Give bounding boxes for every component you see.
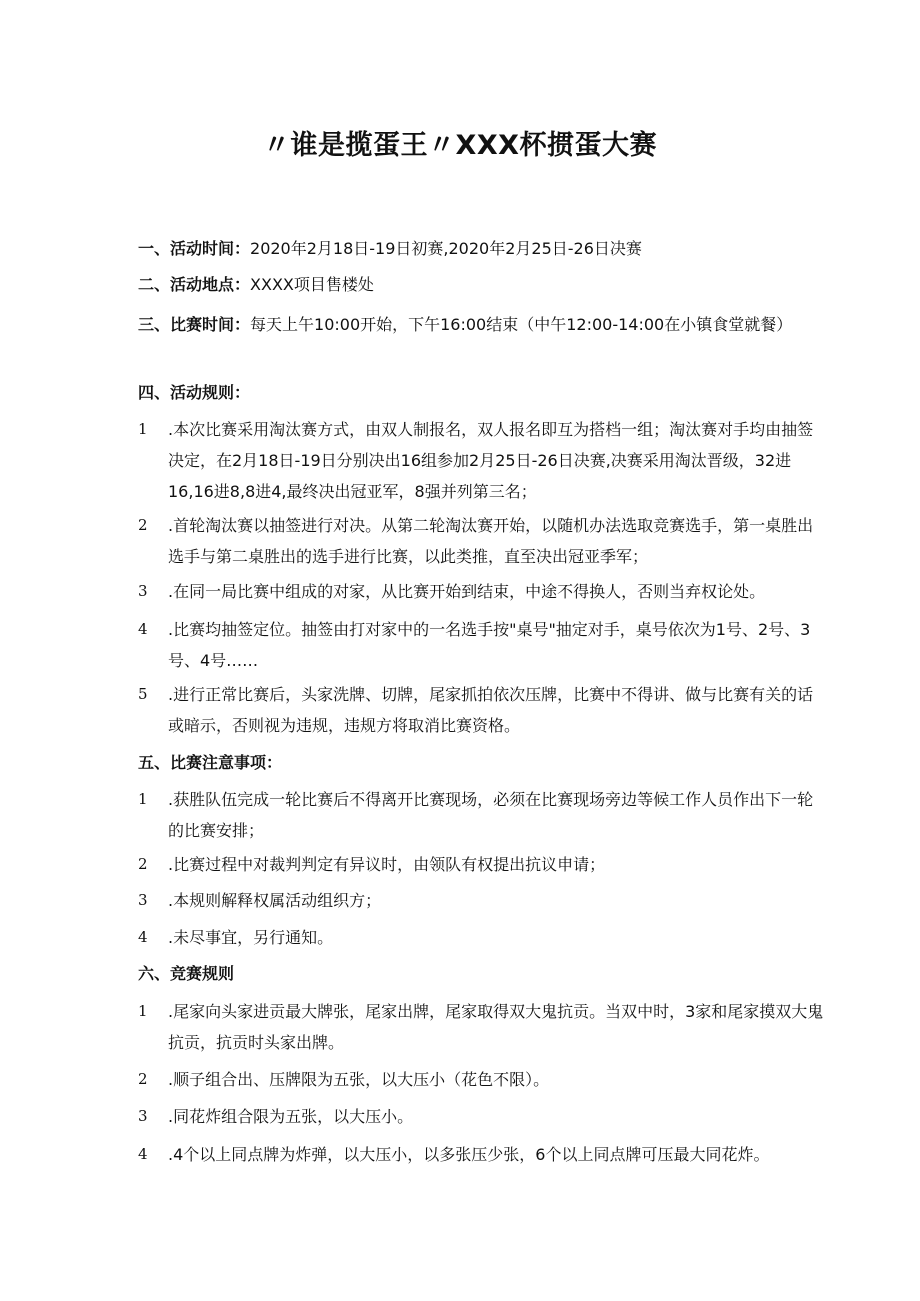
notes-item-number: 2 bbox=[138, 855, 148, 873]
info-activity-time-label: 一、活动时间： bbox=[138, 239, 251, 258]
rules-item-number: 3 bbox=[138, 582, 148, 600]
info-match-time-label: 三、比赛时间： bbox=[138, 315, 251, 334]
info-match-time-value: 每天上午10:00开始，下午16:00结束（中午12:00-14:00在小镇食堂就餐） bbox=[250, 315, 793, 334]
notes-item-text: .未尽事宜，另行通知。 bbox=[168, 928, 334, 947]
section-notes-heading: 五、比赛注意事项： bbox=[138, 753, 283, 772]
rules-item-text: .本次比赛采用淘汰赛方式，由双人制报名，双人报名即互为搭档一组；淘汰赛对手均由抽签决定，在2月18日-19日分别决出16组参加2月25日-26日决赛,决赛采用淘汰晋级，32进16,16进8,8进4,最终决出冠亚军，8强并列第三名； bbox=[168, 420, 814, 501]
rules-item-number: 5 bbox=[138, 685, 148, 703]
rules-item-number: 1 bbox=[138, 420, 148, 438]
info-activity-place-value: XXXX项目售楼处 bbox=[250, 275, 374, 294]
competition-item bbox=[138, 1064, 828, 1095]
competition-item-number: 3 bbox=[138, 1107, 148, 1125]
competition-item-text: .4个以上同点牌为炸弹，以大压小，以多张压少张，6个以上同点牌可压最大同花炸。 bbox=[168, 1145, 770, 1164]
notes-item-number: 1 bbox=[138, 790, 148, 808]
notes-item bbox=[138, 922, 828, 953]
rules-item bbox=[138, 414, 828, 507]
notes-item bbox=[138, 885, 828, 916]
page-title: 〃谁是揽蛋王〃XXX杯掼蛋大赛 bbox=[263, 130, 657, 161]
competition-item bbox=[138, 996, 828, 1058]
rules-item bbox=[138, 614, 828, 676]
rules-item-text: .进行正常比赛后，头家洗牌、切牌，尾家抓拍依次压牌，比赛中不得讲、做与比赛有关的话或暗示，否则视为违规，违规方将取消比赛资格。 bbox=[168, 685, 814, 735]
rules-item bbox=[138, 510, 828, 572]
rules-item-text: .比赛均抽签定位。抽签由打对家中的一名选手按"桌号"抽定对手，桌号依次为1号、2号、3号、4号…… bbox=[168, 620, 811, 670]
info-activity-place-label: 二、活动地点： bbox=[138, 275, 251, 294]
section-rules-heading: 四、活动规则： bbox=[138, 383, 251, 402]
rules-item bbox=[138, 679, 828, 741]
notes-item-text: .本规则解释权属活动组织方； bbox=[168, 891, 382, 910]
notes-item bbox=[138, 849, 828, 880]
rules-item bbox=[138, 576, 828, 607]
competition-item-number: 1 bbox=[138, 1002, 148, 1020]
notes-item-text: .获胜队伍完成一轮比赛后不得离开比赛现场，必须在比赛现场旁边等候工作人员作出下一轮的比赛安排； bbox=[168, 790, 814, 840]
competition-item bbox=[138, 1139, 828, 1170]
competition-item-number: 2 bbox=[138, 1070, 148, 1088]
info-match-time bbox=[138, 309, 828, 340]
competition-item-text: .同花炸组合限为五张，以大压小。 bbox=[168, 1107, 414, 1126]
competition-item-text: .顺子组合出、压牌限为五张，以大压小（花色不限）。 bbox=[168, 1070, 550, 1089]
competition-item-text: .尾家向头家进贡最大牌张，尾家出牌，尾家取得双大鬼抗贡。当双中时，3家和尾家摸双大鬼抗贡，抗贡时头家出牌。 bbox=[168, 1002, 824, 1052]
info-activity-time-value: 2020年2月18日-19日初赛,2020年2月25日-26日决赛 bbox=[250, 239, 642, 258]
competition-item bbox=[138, 1101, 828, 1132]
rules-item-text: .首轮淘汰赛以抽签进行对决。从第二轮淘汰赛开始，以随机办法选取竞赛选手，第一桌胜出选手与第二桌胜出的选手进行比赛，以此类推，直至决出冠亚季军； bbox=[168, 516, 814, 566]
info-activity-place bbox=[138, 269, 828, 300]
notes-item-number: 4 bbox=[138, 928, 148, 946]
info-activity-time bbox=[138, 233, 828, 264]
competition-item-number: 4 bbox=[138, 1145, 148, 1163]
rules-item-text: .在同一局比赛中组成的对家，从比赛开始到结束，中途不得换人，否则当弃权论处。 bbox=[168, 582, 766, 601]
notes-item-number: 3 bbox=[138, 891, 148, 909]
notes-item bbox=[138, 784, 828, 846]
section-competition-heading: 六、竞赛规则 bbox=[138, 964, 235, 983]
rules-item-number: 4 bbox=[138, 620, 148, 638]
rules-item-number: 2 bbox=[138, 516, 148, 534]
notes-item-text: .比赛过程中对裁判判定有异议时，由领队有权提出抗议申请； bbox=[168, 855, 606, 874]
